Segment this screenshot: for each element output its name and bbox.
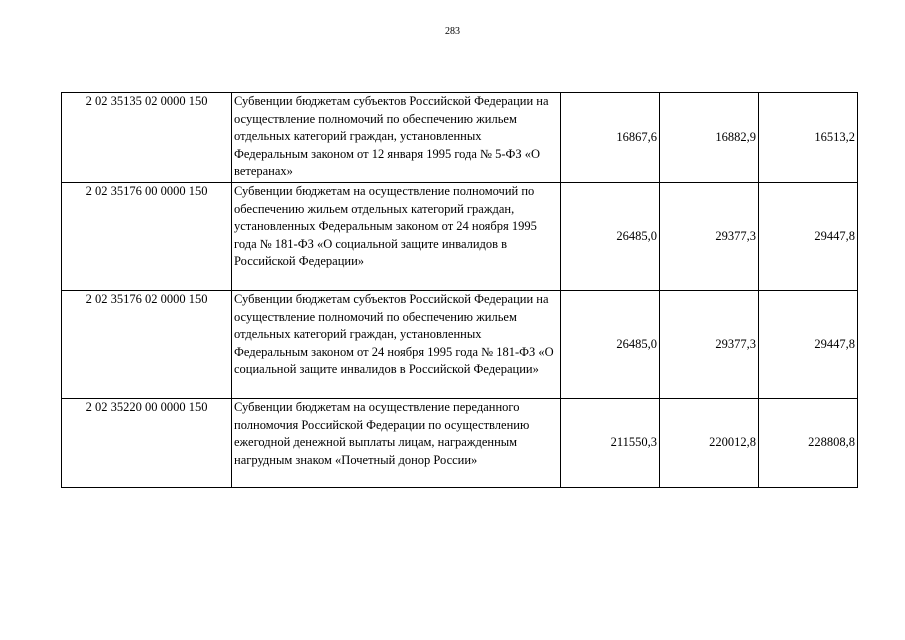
amount-year-3-cell: 228808,8 xyxy=(759,399,858,488)
amount-year-2-cell: 29377,3 xyxy=(660,291,759,399)
description-cell: Субвенции бюджетам на осуществление полномочий по обеспечению жильем отдельных категорий граждан, установленных Федеральным законом от 24 ноября 1995 года № 181-ФЗ «О социальной защите инвалидов в Российской Федерации» xyxy=(232,183,561,291)
amount-year-3-cell: 29447,8 xyxy=(759,183,858,291)
amount-year-1-cell: 211550,3 xyxy=(561,399,660,488)
budget-code-cell: 2 02 35176 02 0000 150 xyxy=(62,291,232,399)
description-cell: Субвенции бюджетам на осуществление переданного полномочия Российской Федерации по осуществлению ежегодной денежной выплаты лицам, награжденным нагрудным знаком «Почетный донор России» xyxy=(232,399,561,488)
table-row xyxy=(62,399,858,488)
amount-year-2-cell: 29377,3 xyxy=(660,183,759,291)
budget-code-cell: 2 02 35176 00 0000 150 xyxy=(62,183,232,291)
description-cell: Субвенции бюджетам субъектов Российской Федерации на осуществление полномочий по обеспечению жильем отдельных категорий граждан, установленных Федеральным законом от 24 ноября 1995 года № 181-ФЗ «О социальной защите инвалидов в Российской Федерации» xyxy=(232,291,561,399)
table-row xyxy=(62,183,858,291)
amount-year-3-cell: 16513,2 xyxy=(759,93,858,183)
description-cell: Субвенции бюджетам субъектов Российской Федерации на осуществление полномочий по обеспечению жильем отдельных категорий граждан, установленных Федеральным законом от 12 января 1995 года № 5-ФЗ «О ветеранах» xyxy=(232,93,561,183)
budget-code-cell: 2 02 35220 00 0000 150 xyxy=(62,399,232,488)
amount-year-3-cell: 29447,8 xyxy=(759,291,858,399)
table-row xyxy=(62,93,858,183)
amount-year-2-cell: 220012,8 xyxy=(660,399,759,488)
amount-year-2-cell: 16882,9 xyxy=(660,93,759,183)
budget-code-cell: 2 02 35135 02 0000 150 xyxy=(62,93,232,183)
budget-table xyxy=(61,92,858,488)
amount-year-1-cell: 26485,0 xyxy=(561,183,660,291)
amount-year-1-cell: 26485,0 xyxy=(561,291,660,399)
page-number: 283 xyxy=(445,26,460,37)
table-row xyxy=(62,291,858,399)
amount-year-1-cell: 16867,6 xyxy=(561,93,660,183)
